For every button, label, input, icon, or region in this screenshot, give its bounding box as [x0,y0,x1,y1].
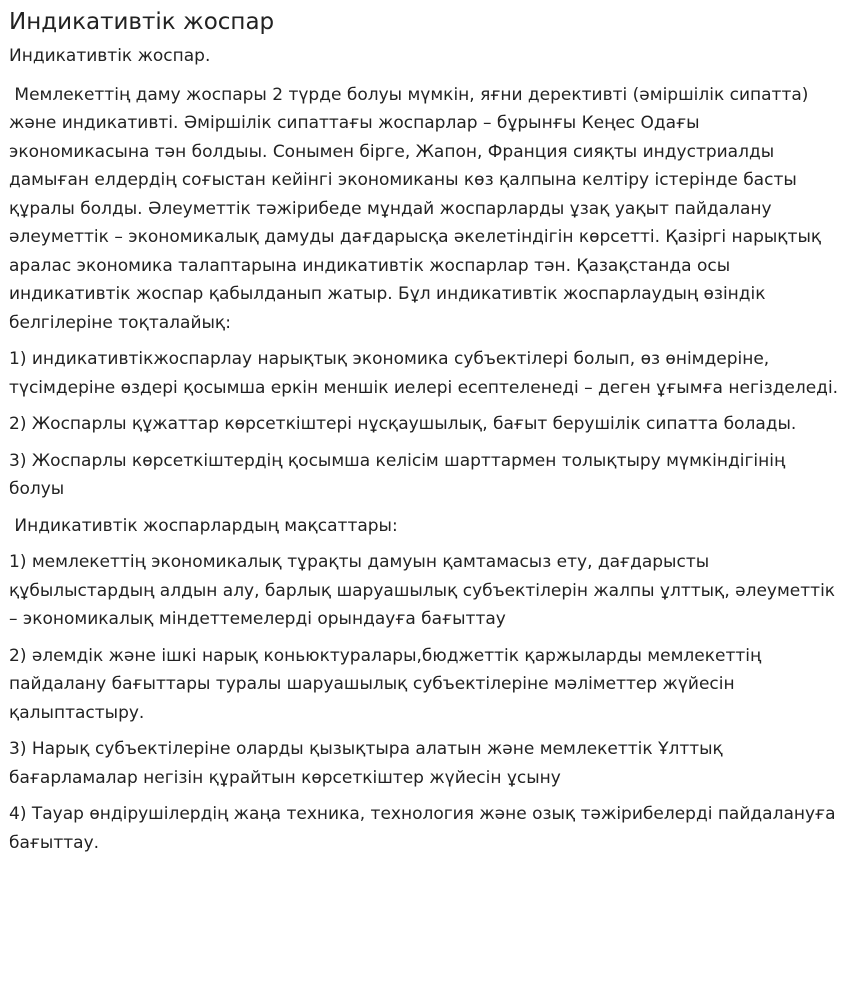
intro-paragraph: Мемлекеттің даму жоспары 2 түрде болуы мүмкін, яғни дерективті (әміршілік сипатта) және индикативті. Әміршілік сипаттағы жоспарлар – бұрынғы Кеңес Одағы экономикасына тән болдыы. Сонымен бірге, Жапон, Франция сияқты индустриалды дамыған елдердің соғыстан кейінгі экономиканы көз қалпына келтіру істерінде басты құралы болды. Әлеуметтік тәжірибеде мұндай жоспарларды ұзақ уақыт пайдалану әлеуметтік – экономикалық дамуды дағдарысқа әкелетіндігін көрсетті. Қазіргі нарықтық аралас экономика талаптарына индикативтік жоспарлар тән. Қазақстанда осы индикативтік жоспар қабылданып жатыр. Бұл индикативтік жоспарлаудың өзіндік белгілеріне тоқталайық: [9,84,827,333]
feature-item-2: 2) Жоспарлы құжаттар көрсеткіштері нұсқаушылық, бағыт берушілік сипатта болады. [9,414,797,434]
feature-item-1: 1) индикативтікжоспарлау нарықтық экономика субъектілері болып, өз өнімдеріне, түсімдеріне өздері қосымша еркін меншік иелері есептеленеді – деген ұғымға негізделеді. [9,349,839,398]
goal-item-2: 2) әлемдік және ішкі нарық коньюктуралары,бюджеттік қаржыларды мемлекеттің пайдалану бағыттары туралы шаруашылық субъектілеріне мәліметтер жүйесін қалыптастыру. [9,645,767,723]
goal-item-4: 4) Тауар өндірушілердің жаңа техника, технология және озық тәжірибелерді пайдалануға бағыттау. [9,804,841,853]
goal-item-1: 1) мемлекеттің экономикалық тұрақты дамуын қамтамасыз ету, дағдарысты құбылыстардың алдын алу, барлық шаруашылық субъектілерін жалпы ұлттық, әлеуметтік – экономикалық міндеттемелерді орындауға бағыттау [9,552,841,629]
page-title: Индикативтік жоспар [9,9,275,35]
goals-heading-paragraph: Индикативтік жоспарлардың мақсаттары: [9,515,398,536]
goal-item-3: 3) Нарық субъектілеріне оларды қызықтыра алатын және мемлекеттік Ұлттық бағарламалар негізін құрайтын көрсеткіштер жүйесін ұсыну [9,739,729,788]
subtitle-paragraph: Индикативтік жоспар. [9,46,211,66]
feature-item-3: 3) Жоспарлы көрсеткіштердің қосымша келісім шарттармен толықтыру мүмкіндігінің болуы [9,450,791,499]
